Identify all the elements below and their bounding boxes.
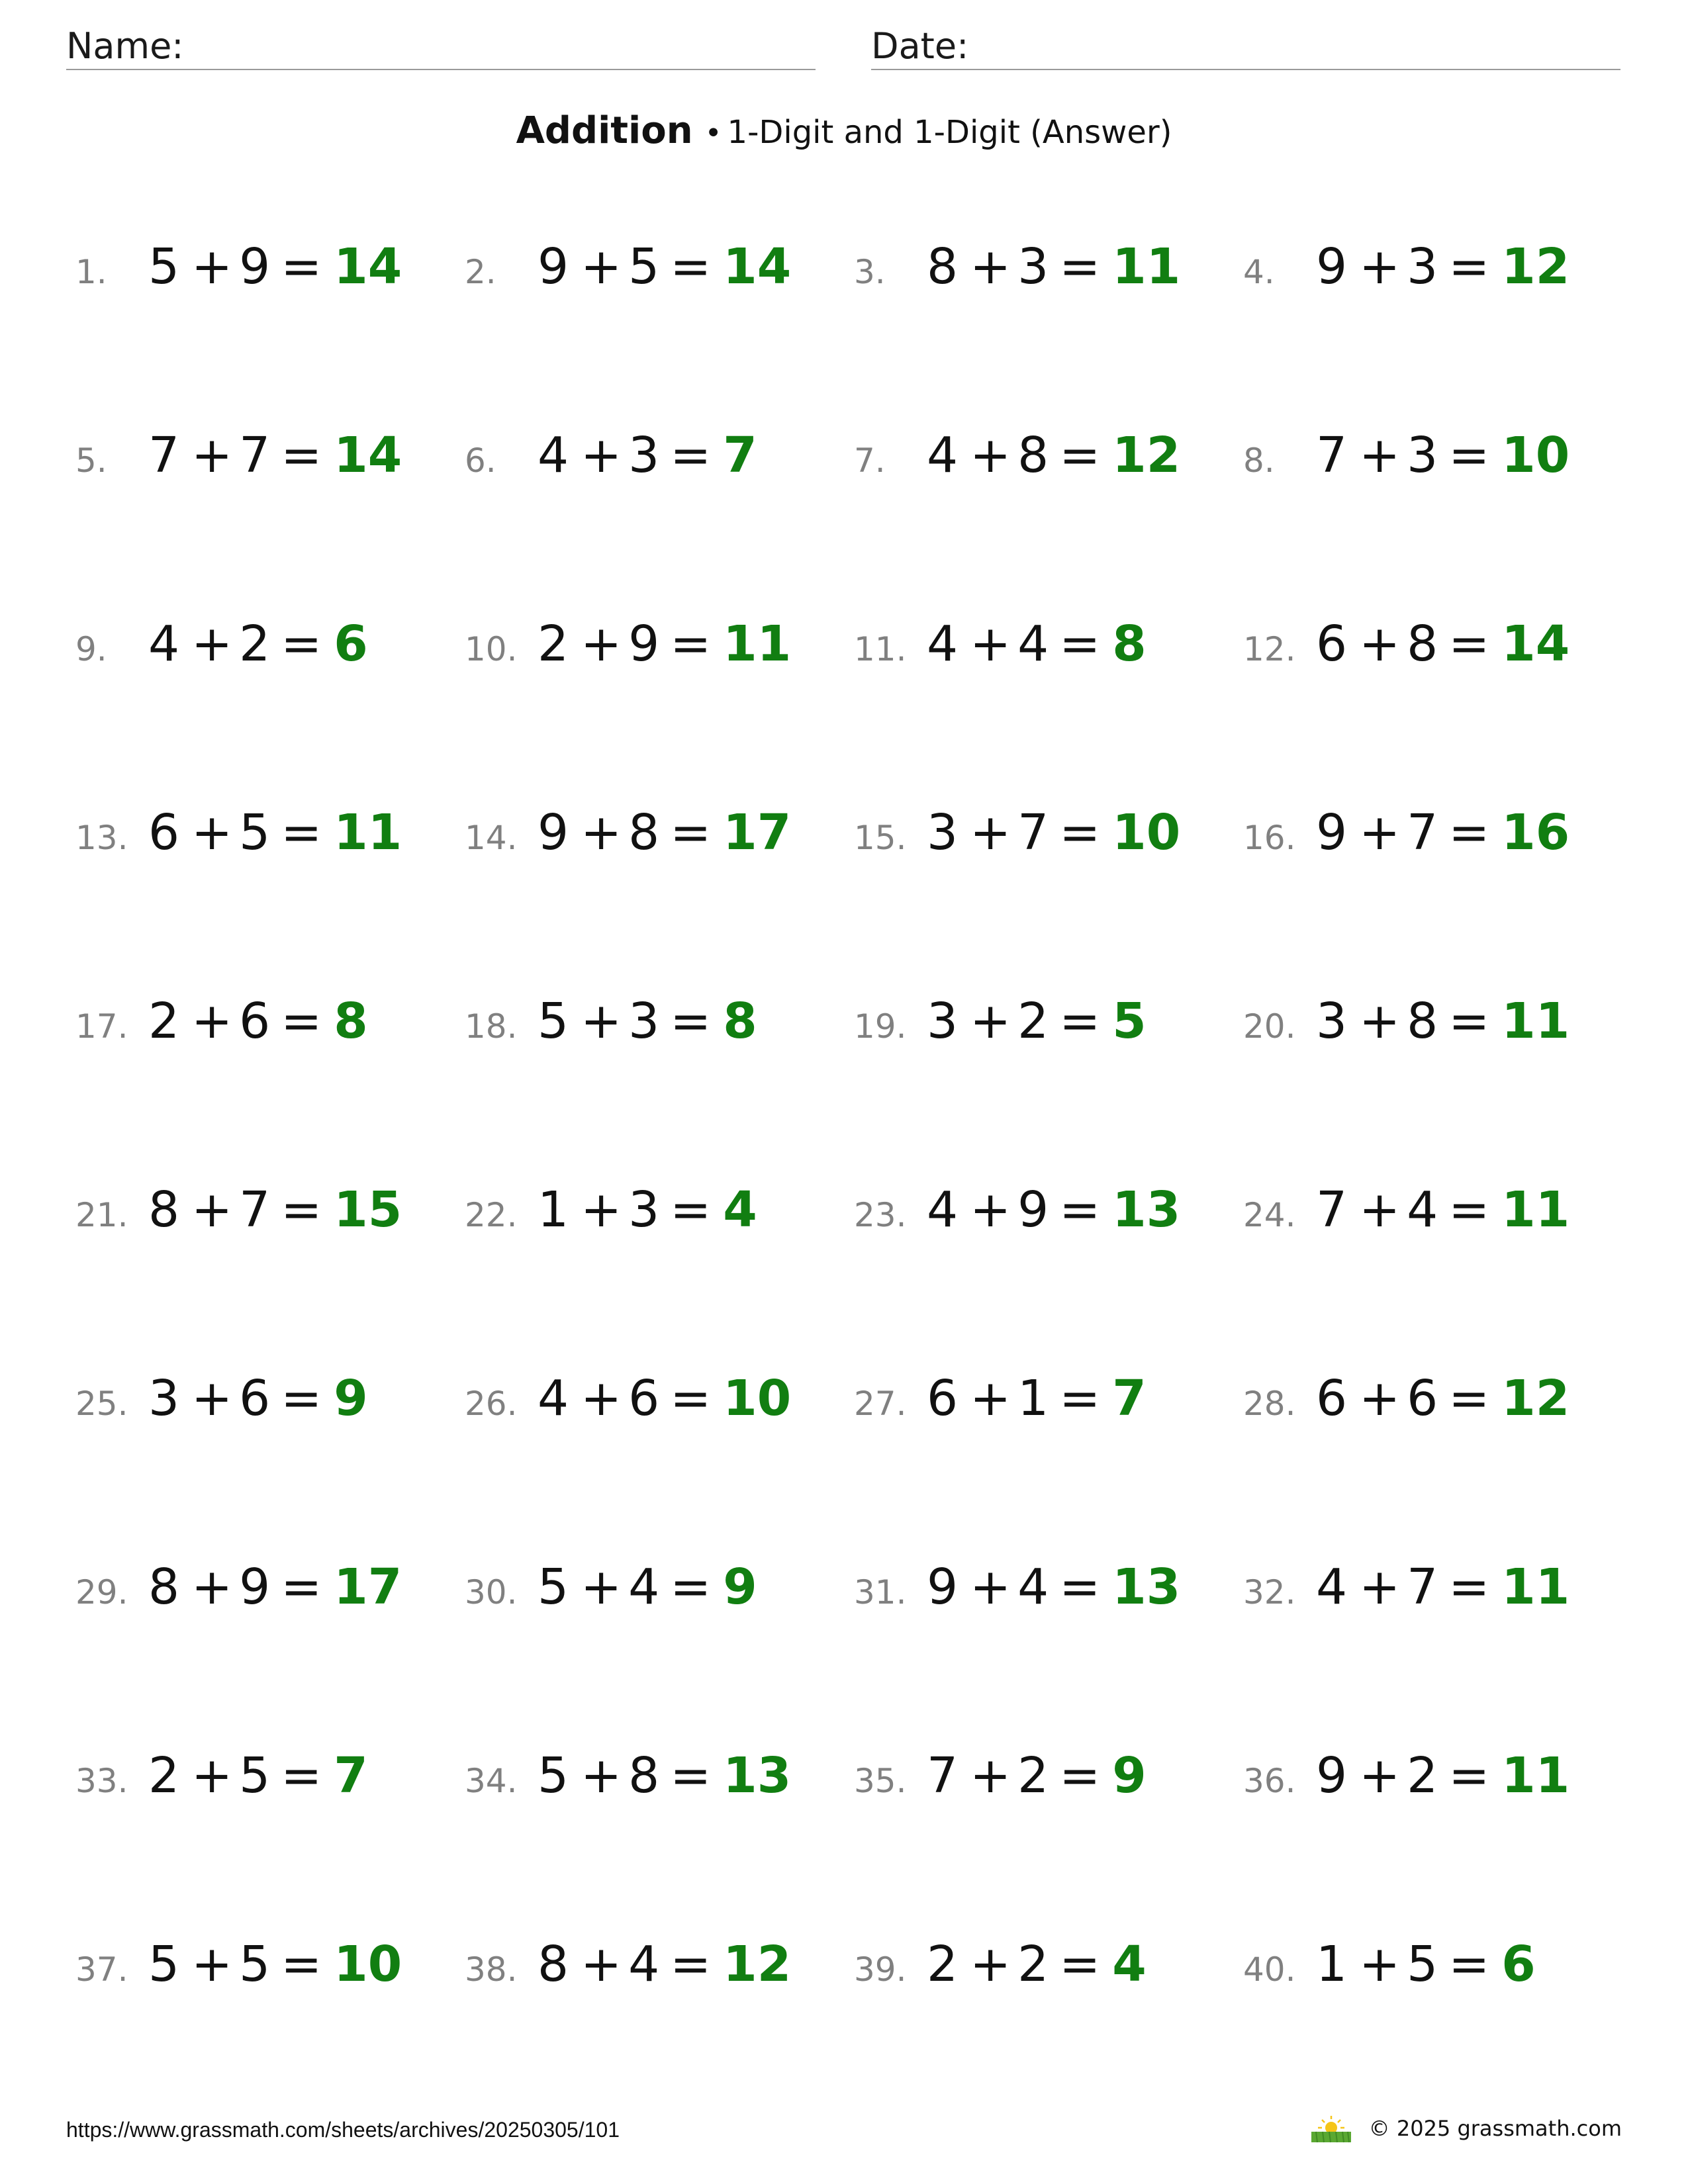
answer-value: 12: [1501, 238, 1570, 295]
problem-number: 18.: [465, 1007, 518, 1046]
operand-a: 5: [148, 1936, 180, 1993]
operand-a: 9: [1316, 1747, 1348, 1804]
operand-b: 9: [239, 238, 271, 295]
plus-sign: +: [1359, 1181, 1401, 1238]
operand-a: 4: [538, 427, 569, 484]
equals-sign: =: [1059, 427, 1101, 484]
problem-number: 2.: [465, 253, 496, 291]
operand-a: 5: [538, 1559, 569, 1615]
plus-sign: +: [1359, 615, 1401, 672]
operand-b: 9: [628, 615, 660, 672]
operand-b: 4: [1017, 615, 1049, 672]
problem-number: 26.: [465, 1385, 518, 1423]
name-label: Name:: [66, 25, 184, 67]
plus-sign: +: [970, 615, 1011, 672]
answer-value: 13: [1112, 1559, 1181, 1615]
equals-sign: =: [670, 1559, 712, 1615]
problem-item: [854, 804, 1243, 870]
answer-value: 13: [1112, 1181, 1181, 1238]
answer-value: 17: [723, 804, 792, 861]
problem-number: 28.: [1243, 1385, 1296, 1423]
answer-value: 14: [334, 427, 402, 484]
plus-sign: +: [1359, 1370, 1401, 1427]
operand-b: 5: [239, 1936, 271, 1993]
operand-a: 2: [148, 1747, 180, 1804]
problem-number: 40.: [1243, 1950, 1296, 1989]
plus-sign: +: [191, 1559, 233, 1615]
problem-number: 39.: [854, 1950, 907, 1989]
plus-sign: +: [970, 427, 1011, 484]
operand-a: 3: [1316, 993, 1348, 1050]
operand-b: 8: [628, 1747, 660, 1804]
plus-sign: +: [581, 1747, 622, 1804]
operand-b: 3: [1407, 427, 1438, 484]
equals-sign: =: [670, 1370, 712, 1427]
plus-sign: +: [191, 615, 233, 672]
equals-sign: =: [1448, 1559, 1490, 1615]
equals-sign: =: [670, 993, 712, 1050]
equals-sign: =: [1448, 1936, 1490, 1993]
problem-item: [1243, 1370, 1632, 1436]
answer-value: 11: [1501, 993, 1570, 1050]
problem-item: [465, 1936, 854, 2002]
operand-a: 9: [927, 1559, 959, 1615]
name-field[interactable]: [66, 24, 816, 70]
plus-sign: +: [581, 427, 622, 484]
problem-item: [1243, 615, 1632, 682]
answer-value: 4: [723, 1181, 757, 1238]
answer-value: 4: [1112, 1936, 1147, 1993]
equals-sign: =: [1448, 1181, 1490, 1238]
operand-b: 5: [628, 238, 660, 295]
equals-sign: =: [670, 804, 712, 861]
answer-value: 8: [1112, 615, 1147, 672]
operand-b: 3: [628, 993, 660, 1050]
operand-a: 7: [927, 1747, 959, 1804]
answer-value: 9: [334, 1370, 368, 1427]
problem-number: 23.: [854, 1196, 907, 1234]
problem-number: 6.: [465, 441, 496, 480]
problem-item: [75, 1559, 465, 1625]
problem-number: 21.: [75, 1196, 128, 1234]
problem-item: [465, 993, 854, 1059]
equals-sign: =: [1059, 804, 1101, 861]
problem-item: [854, 238, 1243, 304]
equals-sign: =: [1059, 615, 1101, 672]
operand-a: 5: [538, 993, 569, 1050]
operand-b: 6: [239, 1370, 271, 1427]
problem-number: 27.: [854, 1385, 907, 1423]
operand-a: 4: [1316, 1559, 1348, 1615]
problem-number: 30.: [465, 1573, 518, 1612]
problem-number: 34.: [465, 1762, 518, 1800]
plus-sign: +: [191, 1370, 233, 1427]
problem-item: [465, 427, 854, 493]
problem-item: [465, 1747, 854, 1813]
problem-number: 15.: [854, 819, 907, 857]
problem-number: 25.: [75, 1385, 128, 1423]
equals-sign: =: [1059, 1370, 1101, 1427]
worksheet-title: [0, 106, 1688, 159]
plus-sign: +: [1359, 1747, 1401, 1804]
problem-item: [1243, 804, 1632, 870]
equals-sign: =: [670, 615, 712, 672]
equals-sign: =: [281, 238, 322, 295]
answer-value: 10: [1112, 804, 1181, 861]
problem-number: 10.: [465, 630, 518, 668]
operand-a: 8: [538, 1936, 569, 1993]
operand-a: 6: [927, 1370, 959, 1427]
problem-number: 29.: [75, 1573, 128, 1612]
operand-b: 3: [1407, 238, 1438, 295]
equals-sign: =: [670, 238, 712, 295]
answer-value: 10: [334, 1936, 402, 1993]
plus-sign: +: [581, 1936, 622, 1993]
problem-item: [854, 1559, 1243, 1625]
operand-b: 4: [1017, 1559, 1049, 1615]
equals-sign: =: [1448, 615, 1490, 672]
equals-sign: =: [1059, 993, 1101, 1050]
operand-b: 1: [1017, 1370, 1049, 1427]
answer-value: 16: [1501, 804, 1570, 861]
problem-item: [465, 804, 854, 870]
answer-value: 12: [723, 1936, 792, 1993]
operand-a: 5: [148, 238, 180, 295]
title-subtitle: 1-Digit and 1-Digit (Answer): [727, 114, 1172, 151]
date-field[interactable]: [871, 24, 1620, 70]
problem-number: 3.: [854, 253, 886, 291]
equals-sign: =: [1059, 238, 1101, 295]
plus-sign: +: [970, 1181, 1011, 1238]
problem-number: 8.: [1243, 441, 1275, 480]
operand-a: 1: [538, 1181, 569, 1238]
answer-value: 8: [334, 993, 368, 1050]
problem-number: 33.: [75, 1762, 128, 1800]
operand-b: 4: [628, 1936, 660, 1993]
equals-sign: =: [1448, 427, 1490, 484]
problem-item: [1243, 1559, 1632, 1625]
equals-sign: =: [670, 1181, 712, 1238]
operand-b: 8: [1407, 993, 1438, 1050]
operand-b: 2: [1017, 1747, 1049, 1804]
operand-a: 3: [927, 804, 959, 861]
answer-value: 15: [334, 1181, 402, 1238]
equals-sign: =: [281, 1747, 322, 1804]
problem-number: 5.: [75, 441, 107, 480]
footer-url[interactable]: https://www.grassmath.com/sheets/archives/20250305/101: [66, 2118, 620, 2142]
operand-a: 1: [1316, 1936, 1348, 1993]
equals-sign: =: [281, 1370, 322, 1427]
operand-b: 5: [1407, 1936, 1438, 1993]
operand-b: 7: [1407, 804, 1438, 861]
plus-sign: +: [191, 1936, 233, 1993]
operand-a: 6: [1316, 1370, 1348, 1427]
problem-item: [75, 427, 465, 493]
answer-value: 5: [1112, 993, 1147, 1050]
equals-sign: =: [1059, 1936, 1101, 1993]
problem-number: 35.: [854, 1762, 907, 1800]
problem-number: 38.: [465, 1950, 518, 1989]
problem-item: [854, 427, 1243, 493]
problem-number: 31.: [854, 1573, 907, 1612]
problem-number: 11.: [854, 630, 907, 668]
answer-value: 9: [723, 1559, 757, 1615]
equals-sign: =: [670, 1747, 712, 1804]
operand-b: 2: [239, 615, 271, 672]
plus-sign: +: [1359, 804, 1401, 861]
operand-b: 7: [239, 427, 271, 484]
answer-value: 10: [723, 1370, 792, 1427]
operand-b: 3: [628, 1181, 660, 1238]
operand-a: 9: [1316, 804, 1348, 861]
problem-number: 14.: [465, 819, 518, 857]
plus-sign: +: [970, 1559, 1011, 1615]
plus-sign: +: [1359, 993, 1401, 1050]
operand-a: 9: [1316, 238, 1348, 295]
problem-number: 22.: [465, 1196, 518, 1234]
plus-sign: +: [1359, 427, 1401, 484]
operand-a: 7: [148, 427, 180, 484]
problem-item: [854, 1747, 1243, 1813]
problem-number: 4.: [1243, 253, 1275, 291]
operand-b: 7: [239, 1181, 271, 1238]
operand-a: 6: [1316, 615, 1348, 672]
answer-value: 11: [723, 615, 792, 672]
problem-number: 17.: [75, 1007, 128, 1046]
operand-b: 3: [628, 427, 660, 484]
problem-item: [75, 1181, 465, 1248]
problem-item: [1243, 427, 1632, 493]
answer-value: 11: [1112, 238, 1181, 295]
operand-b: 6: [239, 993, 271, 1050]
operand-b: 2: [1407, 1747, 1438, 1804]
problem-item: [1243, 993, 1632, 1059]
operand-b: 6: [1407, 1370, 1438, 1427]
operand-a: 7: [1316, 427, 1348, 484]
operand-a: 8: [927, 238, 959, 295]
equals-sign: =: [1448, 1747, 1490, 1804]
operand-b: 8: [628, 804, 660, 861]
answer-value: 12: [1501, 1370, 1570, 1427]
operand-a: 6: [148, 804, 180, 861]
problem-item: [75, 1747, 465, 1813]
operand-b: 8: [1017, 427, 1049, 484]
problem-number: 13.: [75, 819, 128, 857]
plus-sign: +: [191, 1747, 233, 1804]
problem-number: 16.: [1243, 819, 1296, 857]
plus-sign: +: [970, 993, 1011, 1050]
operand-a: 8: [148, 1559, 180, 1615]
problem-item: [854, 1370, 1243, 1436]
plus-sign: +: [191, 993, 233, 1050]
plus-sign: +: [581, 1559, 622, 1615]
plus-sign: +: [581, 804, 622, 861]
equals-sign: =: [281, 993, 322, 1050]
operand-b: 4: [1407, 1181, 1438, 1238]
operand-b: 4: [628, 1559, 660, 1615]
equals-sign: =: [1448, 804, 1490, 861]
problem-number: 24.: [1243, 1196, 1296, 1234]
problem-item: [75, 238, 465, 304]
equals-sign: =: [281, 804, 322, 861]
operand-a: 9: [538, 804, 569, 861]
plus-sign: +: [191, 238, 233, 295]
operand-b: 2: [1017, 1936, 1049, 1993]
answer-value: 8: [723, 993, 757, 1050]
answer-value: 17: [334, 1559, 402, 1615]
problem-item: [465, 1181, 854, 1248]
problem-item: [1243, 238, 1632, 304]
date-label: Date:: [871, 25, 969, 67]
problem-item: [465, 615, 854, 682]
equals-sign: =: [1059, 1559, 1101, 1615]
equals-sign: =: [281, 1181, 322, 1238]
problem-item: [854, 615, 1243, 682]
problem-number: 36.: [1243, 1762, 1296, 1800]
plus-sign: +: [970, 1747, 1011, 1804]
operand-a: 4: [927, 1181, 959, 1238]
problem-number: 20.: [1243, 1007, 1296, 1046]
plus-sign: +: [970, 1936, 1011, 1993]
operand-a: 7: [1316, 1181, 1348, 1238]
problem-number: 12.: [1243, 630, 1296, 668]
plus-sign: +: [581, 615, 622, 672]
operand-b: 5: [239, 1747, 271, 1804]
operand-b: 9: [239, 1559, 271, 1615]
plus-sign: +: [1359, 1559, 1401, 1615]
answer-value: 6: [1501, 1936, 1536, 1993]
problem-item: [75, 993, 465, 1059]
plus-sign: +: [970, 804, 1011, 861]
answer-value: 6: [334, 615, 368, 672]
problem-item: [1243, 1936, 1632, 2002]
operand-a: 4: [148, 615, 180, 672]
answer-value: 12: [1112, 427, 1181, 484]
answer-value: 14: [1501, 615, 1570, 672]
problem-grid: [75, 238, 1638, 2131]
operand-b: 7: [1017, 804, 1049, 861]
equals-sign: =: [670, 427, 712, 484]
operand-a: 2: [927, 1936, 959, 1993]
operand-a: 8: [148, 1181, 180, 1238]
equals-sign: =: [1448, 1370, 1490, 1427]
plus-sign: +: [1359, 238, 1401, 295]
problem-item: [75, 804, 465, 870]
operand-a: 9: [538, 238, 569, 295]
operand-b: 7: [1407, 1559, 1438, 1615]
equals-sign: =: [670, 1936, 712, 1993]
footer-brand: [1308, 2109, 1622, 2148]
operand-a: 2: [148, 993, 180, 1050]
problem-number: 32.: [1243, 1573, 1296, 1612]
answer-value: 7: [1112, 1370, 1147, 1427]
equals-sign: =: [281, 427, 322, 484]
answer-value: 10: [1501, 427, 1570, 484]
answer-value: 11: [334, 804, 402, 861]
title-main: Addition: [516, 109, 693, 152]
plus-sign: +: [191, 804, 233, 861]
problem-number: 1.: [75, 253, 107, 291]
operand-b: 2: [1017, 993, 1049, 1050]
answer-value: 11: [1501, 1181, 1570, 1238]
operand-b: 6: [628, 1370, 660, 1427]
equals-sign: =: [1448, 993, 1490, 1050]
plus-sign: +: [581, 1370, 622, 1427]
plus-sign: +: [1359, 1936, 1401, 1993]
answer-value: 14: [723, 238, 792, 295]
plus-sign: +: [191, 1181, 233, 1238]
equals-sign: =: [281, 1936, 322, 1993]
answer-value: 14: [334, 238, 402, 295]
operand-a: 5: [538, 1747, 569, 1804]
copyright-text: © 2025 grassmath.com: [1368, 2116, 1622, 2141]
operand-b: 5: [239, 804, 271, 861]
operand-a: 3: [148, 1370, 180, 1427]
equals-sign: =: [1059, 1181, 1101, 1238]
answer-value: 7: [334, 1747, 368, 1804]
problem-item: [1243, 1747, 1632, 1813]
operand-b: 8: [1407, 615, 1438, 672]
problem-number: 9.: [75, 630, 107, 668]
operand-a: 4: [927, 427, 959, 484]
problem-number: 37.: [75, 1950, 128, 1989]
problem-item: [854, 993, 1243, 1059]
operand-b: 9: [1017, 1181, 1049, 1238]
problem-item: [75, 1936, 465, 2002]
plus-sign: +: [581, 1181, 622, 1238]
problem-number: 19.: [854, 1007, 907, 1046]
problem-item: [1243, 1181, 1632, 1248]
equals-sign: =: [1059, 1747, 1101, 1804]
operand-a: 4: [927, 615, 959, 672]
equals-sign: =: [1448, 238, 1490, 295]
problem-item: [854, 1936, 1243, 2002]
problem-number: 7.: [854, 441, 886, 480]
problem-item: [75, 1370, 465, 1436]
answer-value: 9: [1112, 1747, 1147, 1804]
equals-sign: =: [281, 615, 322, 672]
title-separator: •: [704, 116, 722, 150]
answer-value: 11: [1501, 1559, 1570, 1615]
plus-sign: +: [191, 427, 233, 484]
problem-item: [75, 615, 465, 682]
problem-item: [465, 238, 854, 304]
plus-sign: +: [970, 238, 1011, 295]
operand-b: 3: [1017, 238, 1049, 295]
equals-sign: =: [281, 1559, 322, 1615]
operand-a: 3: [927, 993, 959, 1050]
operand-a: 2: [538, 615, 569, 672]
answer-value: 13: [723, 1747, 792, 1804]
problem-item: [465, 1370, 854, 1436]
plus-sign: +: [970, 1370, 1011, 1427]
plus-sign: +: [581, 993, 622, 1050]
answer-value: 7: [723, 427, 757, 484]
operand-a: 4: [538, 1370, 569, 1427]
problem-item: [465, 1559, 854, 1625]
plus-sign: +: [581, 238, 622, 295]
problem-item: [854, 1181, 1243, 1248]
answer-value: 11: [1501, 1747, 1570, 1804]
grassmath-logo-icon: [1308, 2112, 1354, 2145]
